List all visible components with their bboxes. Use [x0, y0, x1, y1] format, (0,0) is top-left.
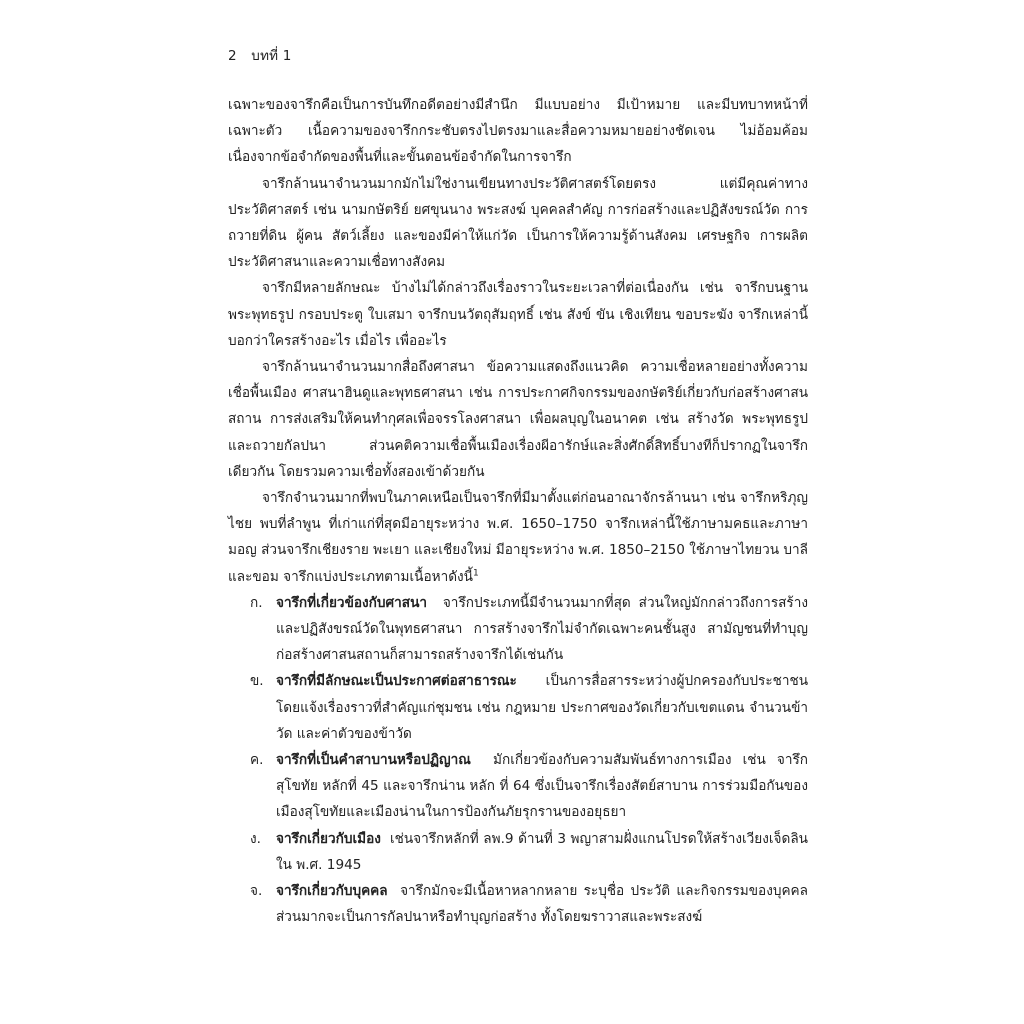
list-item: [228, 747, 808, 826]
chapter-title: บทที่ 1: [251, 48, 292, 64]
footnote-marker: 1: [472, 568, 479, 579]
list-marker: ง.: [250, 830, 261, 847]
category-title: จารึกที่มีลักษณะเป็นประกาศต่อสาธารณะ: [276, 673, 517, 690]
inscription-categories: [228, 590, 808, 931]
paragraph: จารึกล้านนาจำนวนมากสื่อถึงศาสนา ข้อความแสดงถึงแนวคิด ความเชื่อหลายอย่างทั้งความเชื่อพื้นเมือง ศาสนาฮินดูและพุทธศาสนา เช่น การประกาศกิจกรรมของกษัตริย์เกี่ยวกับก่อสร้างศาสนสถาน การส่งเสริมให้คนทำกุศลเพื่อจรรโลงศาสนา เพื่อผลบุญในอนาคต เช่น สร้างวัด พระพุทธรูปและถวายกัลปนา ส่วนคติความเชื่อพื้นเมืองเรื่องผีอารักษ์และสิ่งศักดิ์สิทธิ์บางทีก็ปรากฏในจารึกเดียวกัน โดยรวมความเชื่อทั้งสองเข้าด้วยกัน: [228, 359, 808, 480]
running-head: [228, 44, 292, 66]
category-text: เป็นการสื่อสารระหว่างผู้ปกครองกับประชาชน โดยแจ้งเรื่องราวที่สำคัญแก่ชุมชน เช่น กฎหมาย ประกาศของวัดเกี่ยวกับเขตแดน จำนวนข้าวัด และค่าตัวของข้าวัด: [276, 673, 808, 742]
list-item: [228, 878, 808, 930]
category-title: จารึกเกี่ยวกับบุคคล: [276, 883, 388, 900]
paragraph-text: จารึกจำนวนมากที่พบในภาคเหนือเป็นจารึกที่มีมาตั้งแต่ก่อนอาณาจักรล้านนา เช่น จารึกหริภุญไชย พบที่ลำพูน ที่เก่าแก่ที่สุดมีอายุระหว่าง พ.ศ. 1650–1750 จารึกเหล่านี้ใช้ภาษามคธและภาษามอญ ส่วนจารึกเชียงราย พะเยา และเชียงใหม่ มีอายุระหว่าง พ.ศ. 1850–2150 ใช้ภาษาไทยวน บาลี และขอม จารึกแบ่งประเภทตามเนื้อหาดังนี้: [228, 490, 808, 585]
category-text: มักเกี่ยวข้องกับความสัมพันธ์ทางการเมือง เช่น จารึกสุโขทัย หลักที่ 45 และจารึกน่าน หลัก ที่ 64 ซึ่งเป็นจารึกเรื่องสัตย์สาบาน การร่วมมือกันของเมืองสุโขทัยและเมืองน่านในการป้องกันภัยรุกรานของอยุธยา: [276, 752, 808, 821]
category-title: จารึกเกี่ยวกับเมือง: [276, 830, 381, 847]
list-marker: ก.: [250, 594, 263, 611]
category-text: จารึกประเภทนี้มีจำนวนมากที่สุด ส่วนใหญ่มักกล่าวถึงการสร้างและปฏิสังขรณ์วัดในพุทธศาสนา การสร้างจารึกไม่จำกัดเฉพาะคนชั้นสูง สามัญชนที่ทำบุญก่อสร้างศาสนสถานก็สามารถสร้างจารึกได้เช่นกัน: [276, 594, 808, 664]
category-text: จารึกมักจะมีเนื้อหาหลากหลาย ระบุชื่อ ประวัติ และกิจกรรมของบุคคล ส่วนมากจะเป็นการกัลปนาหรือทำบุญก่อสร้าง ทั้งโดยฆราวาสและพระสงฆ์: [276, 883, 808, 926]
paragraph: [228, 485, 808, 590]
list-item: [228, 826, 808, 878]
paragraph: จารึกมีหลายลักษณะ บ้างไม่ได้กล่าวถึงเรื่องราวในระยะเวลาที่ต่อเนื่องกัน เช่น จารึกบนฐานพระพุทธรูป กรอบประตู ใบเสมา จารึกบนวัตถุสัมฤทธิ์ เช่น สังข์ ขัน เชิงเทียน ขอบระฆัง จารึกเหล่านี้บอกว่าใครสร้างอะไร เมื่อไร เพื่ออะไร: [228, 280, 808, 349]
list-marker: จ.: [250, 883, 263, 900]
category-title: จารึกที่เป็นคำสาบานหรือปฏิญาณ: [276, 752, 471, 769]
list-marker: ค.: [250, 752, 264, 769]
paragraph: เฉพาะของจารึกคือเป็นการบันทึกอดีตอย่างมีสำนึก มีแบบอย่าง มีเป้าหมาย และมีบทบาทหน้าที่เฉพาะตัว เนื้อความของจารึกกระชับตรงไปตรงมาและสื่อความหมายอย่างชัดเจน ไม่อ้อมค้อม เนื่องจากข้อจำกัดของพื้นที่และขั้นตอนข้อจำกัดในการจารึก: [228, 97, 808, 166]
list-item: [228, 590, 808, 669]
paragraph: จารึกล้านนาจำนวนมากมักไม่ใช่งานเขียนทางประวัติศาสตร์โดยตรง แต่มีคุณค่าทางประวัติศาสตร์ เช่น นามกษัตริย์ ยศขุนนาง พระสงฆ์ บุคคลสำคัญ การก่อสร้างและปฏิสังขรณ์วัด การถวายที่ดิน ผู้คน สัตว์เลี้ยง และของมีค่าให้แก่วัด เป็นการให้ความรู้ด้านสังคม เศรษฐกิจ การผลิต ประวัติศาสนาและความเชื่อทางสังคม: [228, 175, 808, 271]
list-item: [228, 668, 808, 747]
page-number: 2: [228, 48, 237, 64]
body-text: [228, 92, 808, 931]
list-marker: ข.: [250, 673, 264, 690]
category-text: เช่นจารึกหลักที่ ลพ.9 ด้านที่ 3 พญาสามฝั่งแกนโปรดให้สร้างเวียงเจ็ดลิน ใน พ.ศ. 1945: [276, 830, 808, 873]
category-title: จารึกที่เกี่ยวข้องกับศาสนา: [276, 594, 428, 611]
